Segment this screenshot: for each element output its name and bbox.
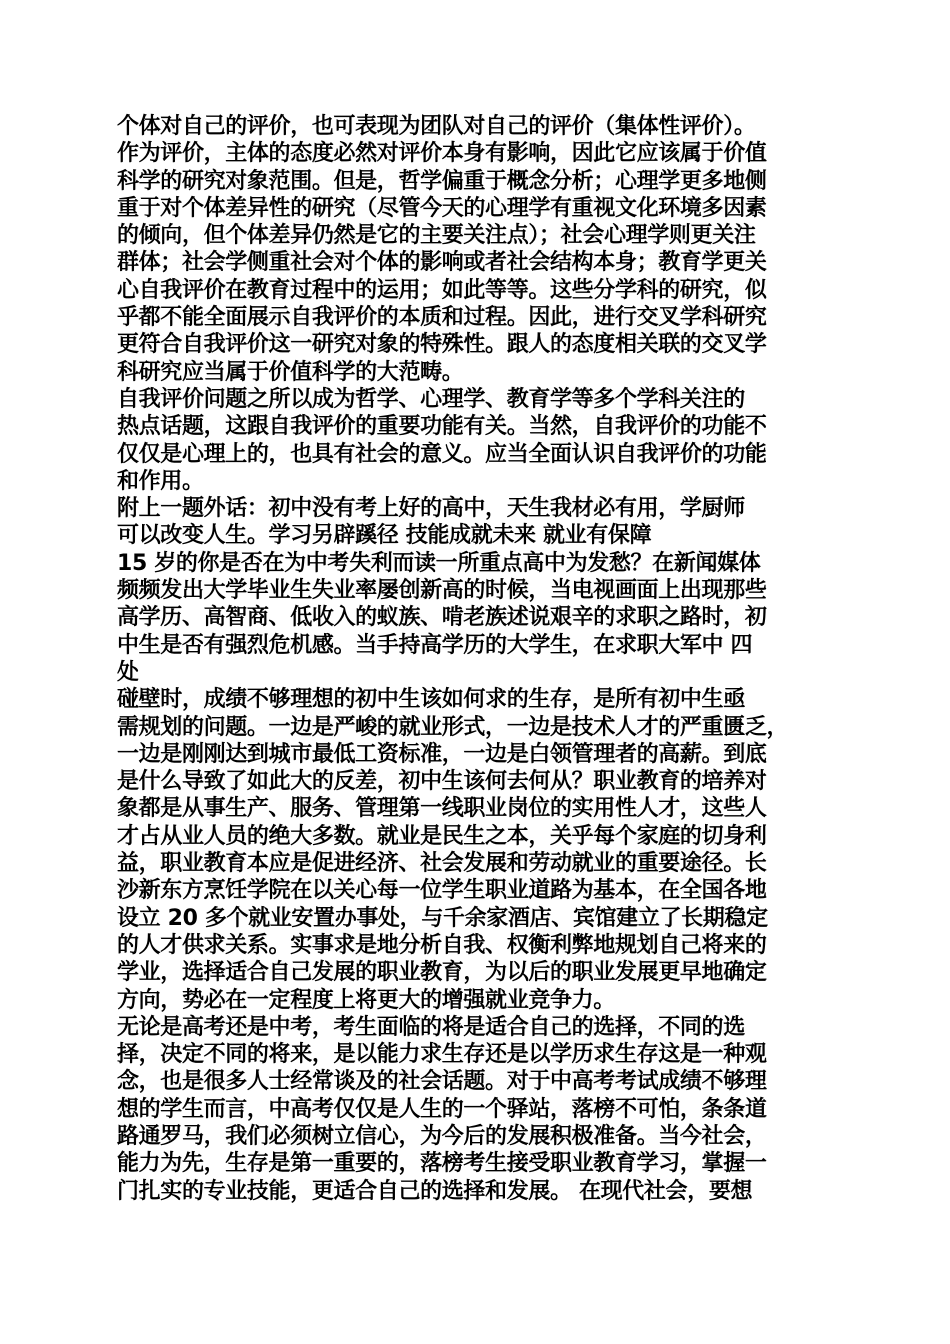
text-line: 个体对自己的评价，也可表现为团队对自己的评价（集体性评价）。 bbox=[117, 114, 756, 139]
text-line: 中生是否有强烈危机感。当手持高学历的大学生，在求职大军中 四 bbox=[117, 632, 753, 658]
text-line: 仅仅是心理上的，也具有社会的意义。应当全面认识自我评价的功能 bbox=[117, 441, 767, 467]
body-text bbox=[117, 113, 845, 1205]
text-line: 作为评价，主体的态度必然对评价本身有影响，因此它应该属于价值 bbox=[117, 141, 767, 167]
text-line: 心自我评价在教育过程中的运用；如此等等。这些分学科的研究，似 bbox=[117, 277, 767, 303]
text-line: 象都是从事生产、服务、管理第一线职业岗位的实用性人才，这些人 bbox=[117, 796, 767, 822]
text-line: 择，决定不同的将来，是以能力求生存还是以学历求生存这是一种观 bbox=[117, 1042, 767, 1068]
text-line: 处 bbox=[117, 659, 139, 685]
text-line: 的人才供求关系。实事求是地分析自我、权衡利弊地规划自己将来的 bbox=[117, 932, 767, 958]
text-line: 更符合自我评价这一研究对象的特殊性。跟人的态度相关联的交叉学 bbox=[117, 332, 767, 358]
text-line: 需规划的问题。一边是严峻的就业形式，一边是技术人才的严重匮乏， bbox=[117, 714, 789, 740]
text-line: 益，职业教育本应是促进经济、社会发展和劳动就业的重要途径。长 bbox=[117, 851, 767, 877]
text-line: 方向，势必在一定程度上将更大的增强就业竞争力。 bbox=[117, 987, 615, 1013]
text-line: 无论是高考还是中考，考生面临的将是适合自己的选择，不同的选 bbox=[117, 1014, 745, 1040]
text-line: 设立 20 多个就业安置办事处，与千余家酒店、宾馆建立了长期稳定 bbox=[117, 905, 768, 931]
text-line: 可以改变人生。学习另辟蹊径 技能成就未来 就业有保障 bbox=[117, 523, 652, 549]
text-line: 门扎实的专业技能，更适合自己的选择和发展。 在现代社会，要想 bbox=[117, 1178, 753, 1204]
text-line: 附上一题外话：初中没有考上好的高中，天生我材必有用，学厨师 bbox=[117, 496, 745, 522]
text-line: 科学的研究对象范围。但是，哲学偏重于概念分析；心理学更多地侧 bbox=[117, 168, 767, 194]
text-line: 科研究应当属于价值科学的大范畴。 bbox=[117, 359, 464, 385]
text-line: 自我评价问题之所以成为哲学、心理学、教育学等多个学科关注的 bbox=[117, 386, 745, 412]
text-line: 和作用。 bbox=[117, 468, 204, 494]
text-line: 高学历、高智商、低收入的蚁族、啃老族述说艰辛的求职之路时，初 bbox=[117, 605, 767, 631]
text-line: 碰壁时，成绩不够理想的初中生该如何求的生存，是所有初中生亟 bbox=[117, 687, 745, 713]
text-line: 才占从业人员的绝大多数。就业是民生之本，关乎每个家庭的切身利 bbox=[117, 823, 767, 849]
text-line: 群体；社会学侧重社会对个体的影响或者社会结构本身；教育学更关 bbox=[117, 250, 767, 276]
text-line: 一边是刚刚达到城市最低工资标准，一边是白领管理者的高薪。到底 bbox=[117, 741, 767, 767]
text-line: 重于对个体差异性的研究（尽管今天的心理学有重视文化环境多因素 bbox=[117, 195, 767, 221]
text-line: 热点话题，这跟自我评价的重要功能有关。当然，自我评价的功能不 bbox=[117, 414, 767, 440]
text-line: 沙新东方烹饪学院在以关心每一位学生职业道路为基本，在全国各地 bbox=[117, 878, 767, 904]
text-line: 乎都不能全面展示自我评价的本质和过程。因此，进行交叉学科研究 bbox=[117, 305, 767, 331]
text-line: 能力为先，生存是第一重要的，落榜考生接受职业教育学习，掌握一 bbox=[117, 1151, 767, 1177]
text-line: 想的学生而言，中高考仅仅是人生的一个驿站，落榜不可怕，条条道 bbox=[117, 1096, 767, 1122]
text-line: 路通罗马，我们必须树立信心，为今后的发展积极准备。当今社会， bbox=[117, 1123, 767, 1149]
text-line: 学业，选择适合自己发展的职业教育，为以后的职业发展更早地确定 bbox=[117, 960, 767, 986]
text-line: 的倾向，但个体差异仍然是它的主要关注点）；社会心理学则更关注 bbox=[117, 223, 756, 249]
text-line: 15 岁的你是否在为中考失利而读一所重点高中为发愁？在新闻媒体 bbox=[117, 550, 761, 576]
text-line: 频频发出大学毕业生失业率屡创新高的时候，当电视画面上出现那些 bbox=[117, 578, 767, 604]
text-line: 念，也是很多人士经常谈及的社会话题。对于中高考考试成绩不够理 bbox=[117, 1069, 767, 1095]
text-line: 是什么导致了如此大的反差，初中生该何去何从？职业教育的培养对 bbox=[117, 769, 767, 795]
